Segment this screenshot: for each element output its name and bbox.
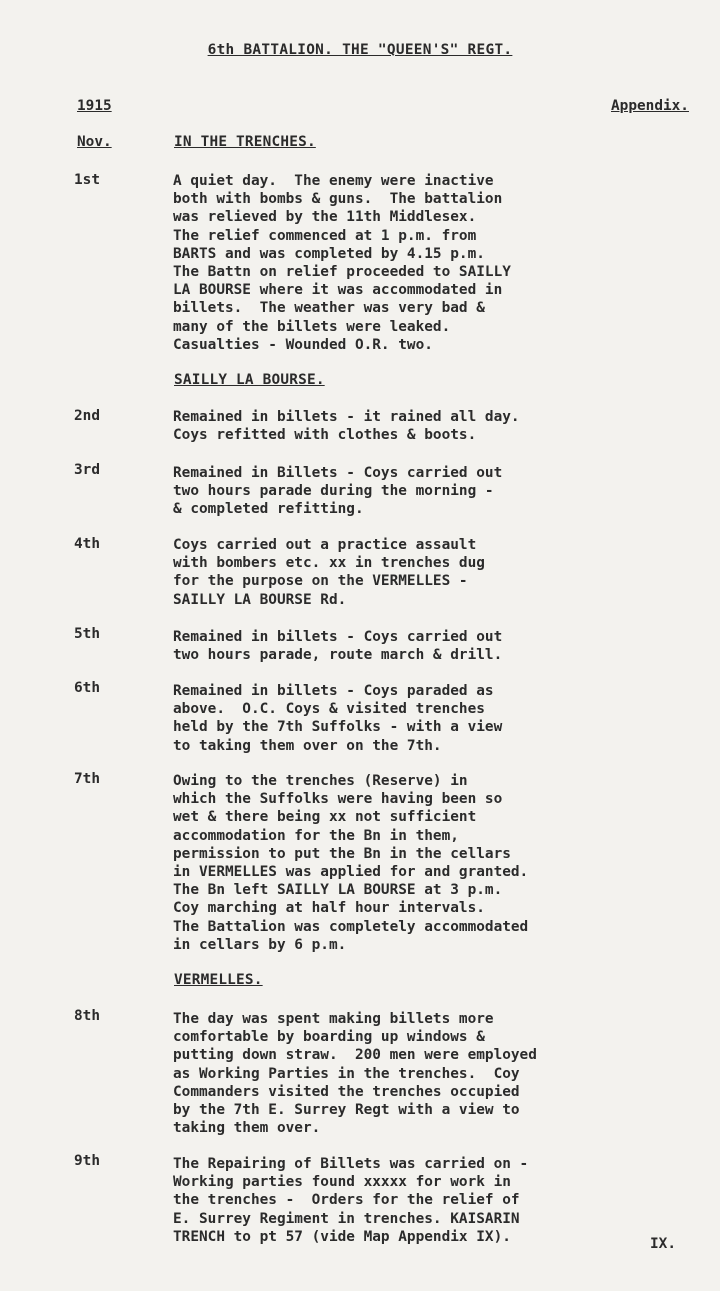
entry-date: 7th (74, 771, 100, 787)
entry-text: The Repairing of Billets was carried on - Working parties found xxxxx for work in the trenches - Orders for the relief of E. Surrey Regiment in trenches. KAISARIN TRENCH to pt 57 (vide Map Appendix IX). (173, 1156, 529, 1245)
entry-date: 8th (74, 1008, 100, 1024)
entry-text: Remained in Billets - Coys carried out two hours parade during the morning - & completed refitting. (173, 465, 503, 518)
section-heading-vermelles: VERMELLES. (174, 972, 263, 988)
entry-text: Coys carried out a practice assault with bombers etc. xx in trenches dug for the purpose on the VERMELLES - SAILLY LA BOURSE Rd. (173, 537, 485, 608)
entry-date: 4th (74, 536, 100, 552)
appendix-reference: IX. (650, 1236, 676, 1252)
entry-date: 3rd (74, 462, 100, 478)
entry-text: Remained in billets - it rained all day. Coys refitted with clothes & boots. (173, 409, 520, 444)
year-label: 1915 (77, 98, 112, 114)
entry-text: A quiet day. The enemy were inactive both with bombs & guns. The battalion was relieved by the 11th Middlesex. The relief commenced at 1 p.m. from BARTS and was completed by 4.15 p.m. The Battn on relief proceeded to SAILLY LA BOURSE where it was accommodated in billets. The weather was very bad & many of the billets were leaked. Casualties - Wounded O.R. two. (173, 173, 511, 353)
entry-text: Owing to the trenches (Reserve) in which the Suffolks were having been so wet & there being xx not sufficient accommodation for the Bn in them, permission to put the Bn in the cellars in VERMELLES was applied for and granted. The Bn left SAILLY LA BOURSE at 3 p.m. Coy marching at half hour intervals. The Battalion was completely accommodated in cellars by 6 p.m. (173, 773, 529, 953)
entry-text: Remained in billets - Coys carried out two hours parade, route march & drill. (173, 629, 503, 664)
entry-date: 5th (74, 626, 100, 642)
month-label: Nov. (77, 134, 112, 150)
entry-text: Remained in billets - Coys paraded as above. O.C. Coys & visited trenches held by the 7th Suffolks - with a view to taking them over on the 7th. (173, 683, 503, 754)
section-heading-sailly: SAILLY LA BOURSE. (174, 372, 325, 388)
entry-date: 9th (74, 1153, 100, 1169)
appendix-label: Appendix. (611, 98, 689, 114)
entry-date: 2nd (74, 408, 100, 424)
entry-text: The day was spent making billets more comfortable by boarding up windows & putting down straw. 200 men were employed as Working Parties in the trenches. Coy Commanders visited the trenches occupied by the 7th E. Surrey Regt with a view to taking them over. (173, 1011, 537, 1137)
entry-date: 6th (74, 680, 100, 696)
document-title: 6th BATTALION. THE "QUEEN'S" REGT. (207, 42, 513, 58)
section-heading-trenches: IN THE TRENCHES. (174, 134, 316, 150)
entry-date: 1st (74, 172, 100, 188)
